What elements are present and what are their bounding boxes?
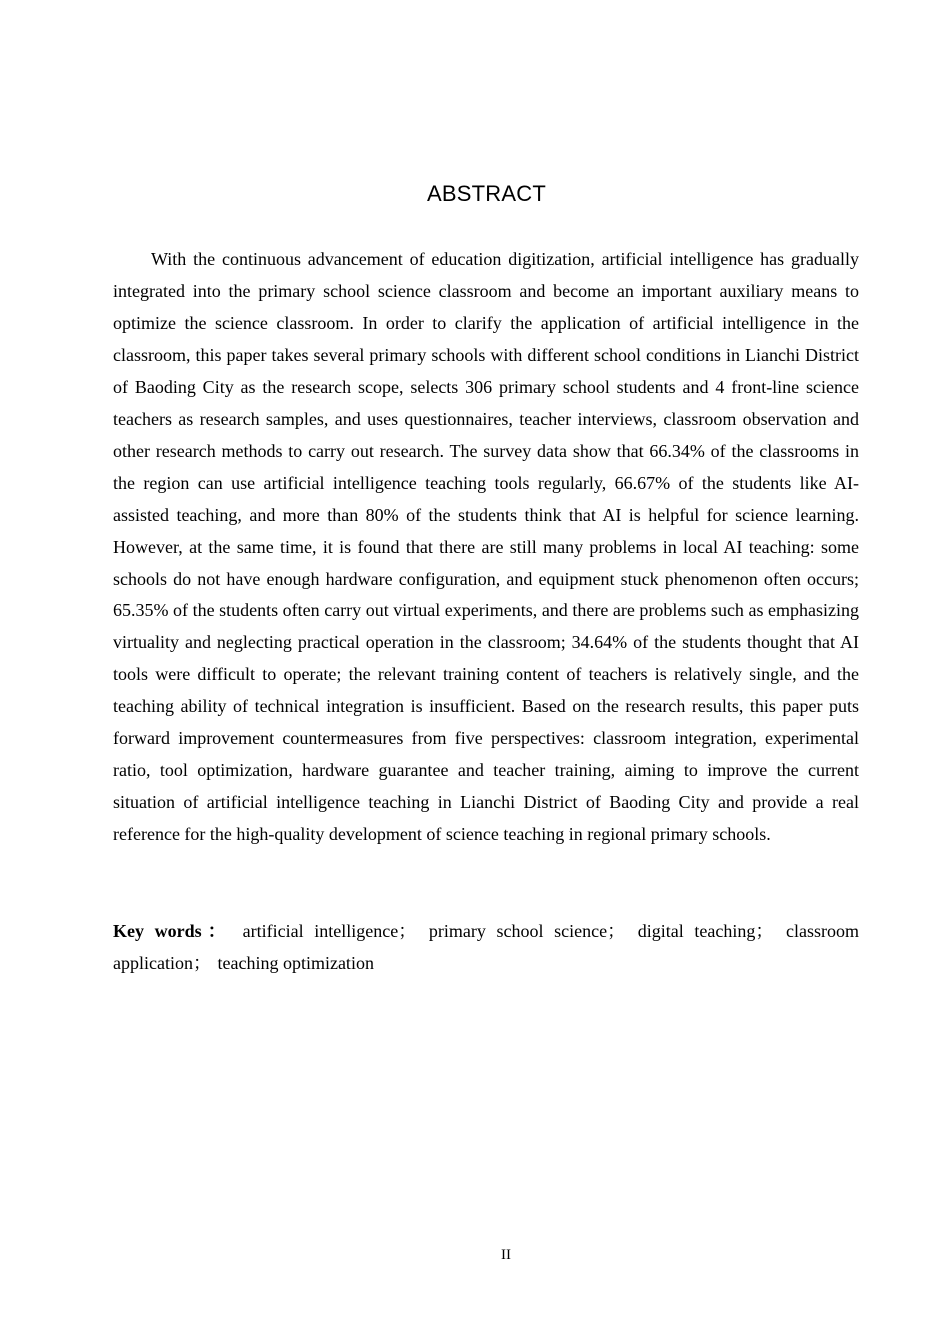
abstract-paragraph: With the continuous advancement of education digitization, artificial intelligence has gradually integrated into the primary school science classroom and become an important auxiliary means to optimize the science classroom. In order to clarify the application of artificial intelligence in the classroom, this paper takes several primary schools with different school conditions in Lianchi District of Baoding City as the research scope, selects 306 primary school students and 4 front-line science teachers as research samples, and uses questionnaires, teacher interviews, classroom observation and other research methods to carry out research. The survey data show that 66.34% of the classrooms in the region can use artificial intelligence teaching tools regularly, 66.67% of the students like AI-assisted teaching, and more than 80% of the students think that AI is helpful for science learning. However, at the same time, it is found that there are still many problems in local AI teaching: some schools do not have enough hardware configuration, and equipment stuck phenomenon often occurs; 65.35% of the students often carry out virtual experiments, and there are problems such as emphasizing virtuality and neglecting practical operation in the classroom; 34.64% of the students thought that AI tools were difficult to operate; the relevant training content of teachers is relatively single, and the teaching ability of technical integration is insufficient. Based on the research results, this paper puts forward improvement countermeasures from five perspectives: classroom integration, experimental ratio, tool optimization, hardware guarantee and teacher training, aiming to improve the current situation of artificial intelligence teaching in Lianchi District of Baoding City and provide a real reference for the high-quality development of science teaching in regional primary schools. xyxy=(113,249,859,845)
keywords-line xyxy=(113,915,859,979)
keyword-item: classroom application xyxy=(113,921,860,973)
keyword-item: digital teaching xyxy=(637,921,756,941)
keyword-separator: ； xyxy=(398,921,417,941)
keyword-item: primary school science xyxy=(428,921,608,941)
keyword-item: artificial intelligence xyxy=(242,921,399,941)
keyword-separator: ； xyxy=(755,921,774,941)
keyword-item: teaching optimization xyxy=(217,953,374,973)
keyword-separator: ； xyxy=(192,953,211,973)
keyword-separator: ； xyxy=(607,921,626,941)
page-number: II xyxy=(501,1247,511,1263)
page-title: ABSTRACT xyxy=(427,181,546,206)
keywords-label: Key words： xyxy=(113,921,232,941)
